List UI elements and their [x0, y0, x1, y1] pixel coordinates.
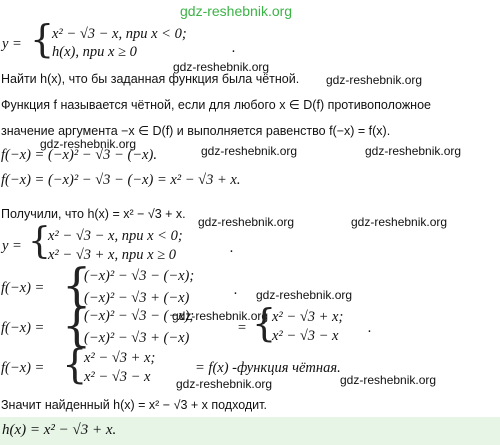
answer: h(x) = x² − √3 + x. [2, 422, 117, 438]
given-dot: . [232, 40, 236, 56]
task-text: Найти h(x), что бы заданная функция была чётной. [1, 72, 300, 86]
fx2-case-1: (−x)² − √3 − (−x); [84, 308, 195, 324]
system2-case-1: x² − √3 − x, при x < 0; [48, 228, 183, 244]
left-brace: { [28, 221, 51, 262]
watermark: gdz-reshebnik.org [326, 73, 423, 87]
watermark-top: gdz-reshebnik.org [180, 3, 293, 19]
fx2-equals: = [237, 320, 247, 336]
fx1-case-2: (−x)² − √3 + (−x) [84, 290, 190, 306]
left-brace: { [252, 301, 277, 345]
watermark: gdz-reshebnik.org [40, 137, 137, 151]
fx3-tail: = f(x) -функция чётная. [195, 360, 341, 376]
fx1-dot: . [234, 282, 238, 298]
watermark: gdz-reshebnik.org [256, 288, 353, 302]
system2-dot: . [230, 240, 234, 256]
fx2-right-case-1: x² − √3 + x; [272, 309, 344, 325]
conclusion-text: Значит найденный h(x) = x² − √3 + x подходит. [1, 398, 267, 412]
left-brace: { [62, 298, 92, 352]
fx2-lhs: f(−x) = [1, 320, 45, 336]
fx3-case-2: x² − √3 − x [84, 369, 151, 385]
left-brace: { [62, 258, 92, 312]
definition-line-1: Функция f называется чётной, если для любого x ∈ D(f) противоположное [1, 98, 431, 112]
given-lhs: y = [2, 36, 22, 52]
watermark: gdz-reshebnik.org [198, 215, 295, 229]
fx3-case-1: x² − √3 + x; [84, 350, 156, 366]
watermark: gdz-reshebnik.org [340, 373, 437, 387]
fx3-lhs: f(−x) = [1, 360, 45, 376]
fx2-dot: . [368, 320, 372, 336]
given-case-1: x² − √3 − x, при x < 0; [52, 26, 187, 42]
watermark: gdz-reshebnik.org [173, 60, 270, 74]
calc-line-1: f(−x) = (−x)² − √3 − (−x). [1, 147, 157, 163]
watermark: gdz-reshebnik.org [172, 309, 269, 323]
watermark: gdz-reshebnik.org [351, 215, 448, 229]
left-brace: { [62, 342, 88, 388]
system2-case-2: x² − √3 + x, при x ≥ 0 [48, 247, 177, 263]
left-brace: { [30, 17, 55, 61]
watermark: gdz-reshebnik.org [201, 144, 298, 158]
result-h: Получили, что h(x) = x² − √3 + x. [1, 207, 186, 221]
system2-lhs: y = [2, 238, 22, 254]
watermark: gdz-reshebnik.org [365, 144, 462, 158]
fx1-case-1: (−x)² − √3 − (−x); [84, 268, 195, 284]
calc-line-2: f(−x) = (−x)² − √3 − (−x) = x² − √3 + x. [1, 172, 241, 188]
given-case-2: h(x), при x ≥ 0 [52, 44, 137, 60]
fx2-right-case-2: x² − √3 − x [272, 328, 339, 344]
fx1-lhs: f(−x) = [1, 280, 45, 296]
fx2-case-2: (−x)² − √3 + (−x) [84, 330, 190, 346]
watermark: gdz-reshebnik.org [176, 377, 273, 391]
definition-line-2: значение аргумента −x ∈ D(f) и выполняется равенство f(−x) = f(x). [1, 124, 391, 138]
